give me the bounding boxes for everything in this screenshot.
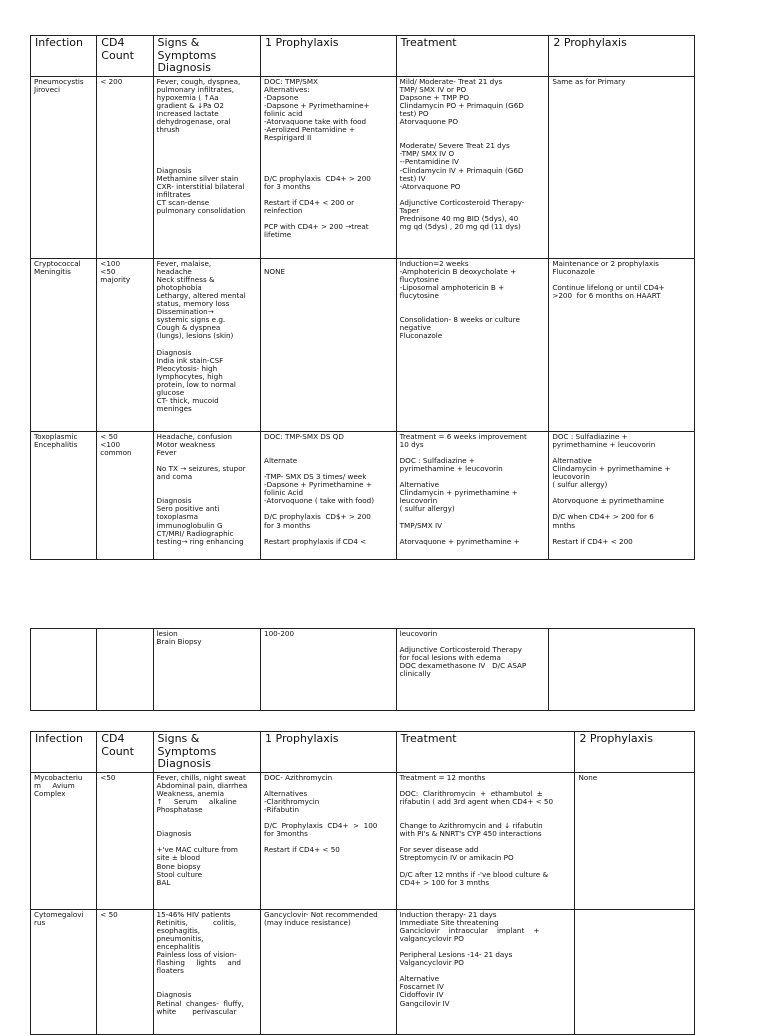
header-secondary-prophylaxis: 2 Prophylaxis xyxy=(549,36,695,77)
cell-treatment: Treatment = 12 months DOC: Clarithromycin + ethambutol ± rifabutin ( add 3rd agent when CD4+ < 50 Change to Azithromycin and ↓ rifabutin with PI's & NNRT's CYP 450 interactions For sever disease add Streptomycin IV or amikacin PO D/C after 12 mnths if -'ve blood culture & CD4+ > 100 for 3 mnths xyxy=(396,772,575,909)
cell-prophylaxis1: DOC: TMP-SMX DS QD Alternate -TMP- SMX DS 3 times/ week -Dapsone + Pyrimethamine + folinic Acid -Atorvoquone ( take with food) D/C prophylaxis CD$+ > 200 for 3 months Restart prophylaxis if CD4 < xyxy=(261,431,397,559)
oi-table-page2 xyxy=(30,731,695,1035)
cell-treatment: Induction therapy- 21 days Immediate Site threatening Ganciclovir intraocular implant + valgancyclovir PO Peripheral Lesions -14- 21 days Valgancyclovir PO Alternative Foscarnet IV Cidoffovir IV Gangcilovir IV xyxy=(396,909,575,1034)
table-row xyxy=(31,431,695,559)
cell-infection xyxy=(31,629,97,711)
oi-table-page1 xyxy=(30,35,695,560)
cell-infection: Cryptococcal Meningitis xyxy=(31,258,97,431)
cell-prophylaxis2: DOC : Sulfadiazine + pyrimethamine + leucovorin Alternative Clindamycin + pyrimethamine + leucovorin ( sulfur allergy) Atorvoquone ± pyrimethamine D/C when CD4+ > 200 for 6 mnths Restart if CD4+ < 200 xyxy=(549,431,695,559)
cell-infection: Cytomegalovi rus xyxy=(31,909,97,1034)
header-cd4-count: CD4 Count xyxy=(97,732,153,773)
header-signs-symptoms: Signs & Symptoms Diagnosis xyxy=(153,36,260,77)
cell-signs: Fever, chills, night sweat Abdominal pain, diarrhea Weakness, anemia ↑ Serum alkaline Phosphatase Diagnosis +'ve MAC culture from site ± blood Bone biopsy Stool culture BAL xyxy=(153,772,260,909)
cell-prophylaxis2 xyxy=(549,629,695,711)
cell-prophylaxis1: Gancyclovir- Not recommended (may induce resistance) xyxy=(261,909,397,1034)
cell-prophylaxis2: Maintenance or 2 prophylaxis Fluconazole Continue lifelong or until CD4+ >200 for 6 months on HAART xyxy=(549,258,695,431)
cell-prophylaxis2: Same as for Primary xyxy=(549,76,695,258)
cell-treatment: Treatment = 6 weeks improvement 10 dys DOC : Sulfadiazine + pyrimethamine + leucovorin Alternative Clindamycin + pyrimethamine + leucovorin ( sulfur allergy) TMP/SMX IV Atorvaquone + pyrimethamine + xyxy=(396,431,549,559)
cell-prophylaxis1: NONE xyxy=(261,258,397,431)
cell-infection: Pneumocystis Jiroveci xyxy=(31,76,97,258)
header-treatment: Treatment xyxy=(396,36,549,77)
table-row xyxy=(31,909,695,1034)
oi-table-continuation xyxy=(30,628,695,711)
table-row xyxy=(31,772,695,909)
cell-signs: lesion Brain Biopsy xyxy=(153,629,260,711)
cell-signs: Headache, confusion Motor weakness Fever No TX → seizures, stupor and coma Diagnosis Sero positive anti toxoplasma immunoglobulin G CT/MRI/ Radiographic testing→ ring enhancing xyxy=(153,431,260,559)
header-primary-prophylaxis: 1 Prophylaxis xyxy=(261,36,397,77)
cell-signs: Fever, cough, dyspnea, pulmonary infiltrates, hypoxemia ( ↑Aa gradient & ↓Pa O2 Increased lactate dehydrogenase, oral thrush Diagnosis Methamine silver stain CXR- interstitial bilateral infiltrates CT scan-dense pulmonary consolidation xyxy=(153,76,260,258)
header-signs-symptoms: Signs & Symptoms Diagnosis xyxy=(153,732,260,773)
header-treatment: Treatment xyxy=(396,732,575,773)
cell-treatment: leucovorin Adjunctive Corticosteroid Therapy for focal lesions with edema DOC dexamethasone IV D/C ASAP clinically xyxy=(396,629,549,711)
cell-prophylaxis2 xyxy=(575,909,695,1034)
cell-cd4: <50 xyxy=(97,772,153,909)
header-cd4-count: CD4 Count xyxy=(97,36,153,77)
cell-prophylaxis1: DOC- Azithromycin Alternatives -Clarithromycin -Rifabutin D/C Prophylaxis CD4+ > 100 for 3months Restart if CD4+ < 50 xyxy=(261,772,397,909)
cell-infection: Toxoplasmic Encephalitis xyxy=(31,431,97,559)
cell-infection: Mycobacteriu m Avium Complex xyxy=(31,772,97,909)
table-row xyxy=(31,629,695,711)
table-row xyxy=(31,76,695,258)
cell-treatment: Induction=2 weeks -Amphotericin B deoxycholate + flucytosine -Liposomal amphotericin B + flucytosine Consolidation- 8 weeks or culture negative Fluconazole xyxy=(396,258,549,431)
cell-prophylaxis2: None xyxy=(575,772,695,909)
cell-cd4: < 50 <100 common xyxy=(97,431,153,559)
cell-signs: Fever, malaise, headache Neck stiffness & photophobia Lethargy, altered mental status, memory loss Dissemination→ systemic signs e.g. Cough & dyspnea (lungs), lesions (skin) Diagnosis India ink stain-CSF Pleocytosis- high lymphocytes, high protein, low to normal glucose CT- thick, mucoid meninges xyxy=(153,258,260,431)
table-header-row xyxy=(31,36,695,77)
table-row xyxy=(31,258,695,431)
cell-treatment: Mild/ Moderate- Treat 21 dys TMP/ SMX IV or PO Dapsone + TMP PO Clindamycin PO + Primaquin (G6D test) PO Atorvaquone PO Moderate/ Severe Treat 21 dys -TMP/ SMX IV O --Pentamidine IV -Clindamycin IV + Primaquin (G6D test) IV -Atorvaquone PO Adjunctive Corticosteroid Therapy- Taper Prednisone 40 mg BID (5dys), 40 mg qd (5dys) , 20 mg qd (11 dys) xyxy=(396,76,549,258)
table-header-row xyxy=(31,732,695,773)
cell-prophylaxis1: DOC: TMP/SMX Alternatives: -Dapsone -Dapsone + Pyrimethamine+ folinic acid -Atorvaquone take with food -Aerolized Pentamidine + Respirigard II D/C prophylaxis CD4+ > 200 for 3 months Restart if CD4+ < 200 or reinfection PCP with CD4+ > 200 →treat lifetime xyxy=(261,76,397,258)
cell-cd4: < 50 xyxy=(97,909,153,1034)
header-secondary-prophylaxis: 2 Prophylaxis xyxy=(575,732,695,773)
header-primary-prophylaxis: 1 Prophylaxis xyxy=(261,732,397,773)
cell-cd4: <100 <50 majority xyxy=(97,258,153,431)
cell-cd4 xyxy=(97,629,153,711)
cell-cd4: < 200 xyxy=(97,76,153,258)
cell-signs: 15-46% HIV patients Retinitis, colitis, esophagitis, pneumonitis, encephalitis Painless loss of vision- flashing lights and floaters Diagnosis Retinal changes- fluffy, white perivascular xyxy=(153,909,260,1034)
header-infection: Infection xyxy=(31,732,97,773)
cell-prophylaxis1: 100-200 xyxy=(261,629,397,711)
header-infection: Infection xyxy=(31,36,97,77)
